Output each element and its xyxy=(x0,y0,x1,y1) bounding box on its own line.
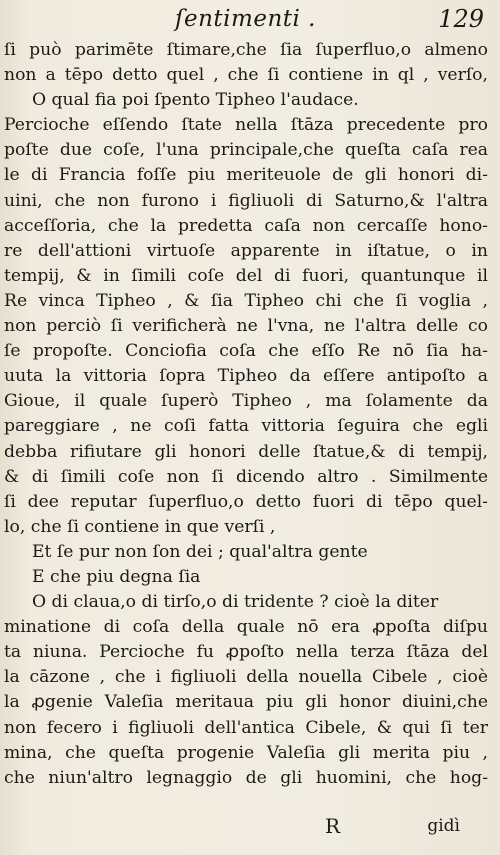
text-line: pareggiare , ne coſi fatta vittoria ſeguira che egli xyxy=(4,416,488,437)
text-line: mina, che queſta progenie Valeſia gli merita piu , xyxy=(4,742,488,763)
running-head: ſentimenti . xyxy=(175,6,316,32)
text-line: debba rifiutare gli honori delle ſtatue,& di tempij, xyxy=(4,441,488,462)
text-line: & di ſimili coſe non ſi dicendo altro . Similmente xyxy=(4,466,488,487)
text-line: ſe propoſte. Conciofia coſa che eſſo Re nō ſia ha- xyxy=(4,341,488,362)
text-line: minatione di coſa della quale nō era ꝓpoſta diſpu xyxy=(4,617,488,638)
page-number: 129 xyxy=(438,5,484,33)
text-line: ſi dee reputar ſuperfluo,o detto fuori di tēpo quel- xyxy=(4,491,488,512)
verse-line: Et ſe pur non ſon dei ; qual'altra gente xyxy=(32,541,368,562)
text-line: uini, che non furono i figliuoli di Saturno,& l'altra xyxy=(4,190,488,211)
verse-line: O di claua,o di tirſo,o di tridente ? cioè la diter xyxy=(32,592,439,613)
text-line: re dell'attioni virtuoſe apparente in iſtatue, o in xyxy=(4,240,488,261)
text-line: ta niuna. Percioche fu ꝓpoſto nella terza ſtāza del xyxy=(4,642,488,663)
text-line: Percioche eſſendo ſtate nella ſtāza precedente pro xyxy=(4,115,488,136)
text-line: le di Francia foſſe piu meriteuole de gli honori di- xyxy=(4,165,488,186)
text-line: la ꝓgenie Valeſia meritaua piu gli honor diuini,che xyxy=(4,692,488,713)
text-line: non perciò ſi verificherà ne l'vna, ne l'altra delle co xyxy=(4,316,488,337)
text-line: lo, che ſi contiene in que verſi , xyxy=(4,516,276,537)
text-line: uuta la vittoria ſopra Tipheo da eſſere antipoſto a xyxy=(4,366,488,387)
page-header xyxy=(0,2,500,38)
text-line: non a tēpo detto quel , che ſi contiene in ql , verſo, xyxy=(4,65,488,86)
text-line: Re vinca Tipheo , & ſia Tipheo chi che ſi voglia , xyxy=(4,290,488,311)
text-line: Gioue, il quale ſuperò Tipheo , ma ſolamente da xyxy=(4,391,488,412)
page-footer xyxy=(0,810,500,844)
catchword: gidì xyxy=(427,816,460,836)
text-line: ſi può parimēte ſtimare,che ſia ſuperfluo,o almeno xyxy=(4,40,488,60)
text-line: non fecero i figliuoli dell'antica Cibele, & qui ſi ter xyxy=(4,717,488,738)
verse-line: E che piu degna ſia xyxy=(32,566,201,587)
text-line: poſte due coſe, l'una principale,che queſta caſa rea xyxy=(4,140,488,161)
verse-line: O qual fia poi ſpento Tipheo l'audace. xyxy=(32,90,359,111)
signature-mark: R xyxy=(325,814,341,838)
text-line: tempij, & in ſimili coſe del di fuori, quantunque il xyxy=(4,265,488,286)
text-line: che niun'altro legnaggio de gli huomini, che hog- xyxy=(4,767,488,788)
body-text xyxy=(4,38,488,791)
text-line: acceſſoria, che la predetta caſa non cercaſſe hono- xyxy=(4,215,488,236)
text-line: la cāzone , che i figliuoli della nouella Cibele , cioè xyxy=(4,667,488,688)
